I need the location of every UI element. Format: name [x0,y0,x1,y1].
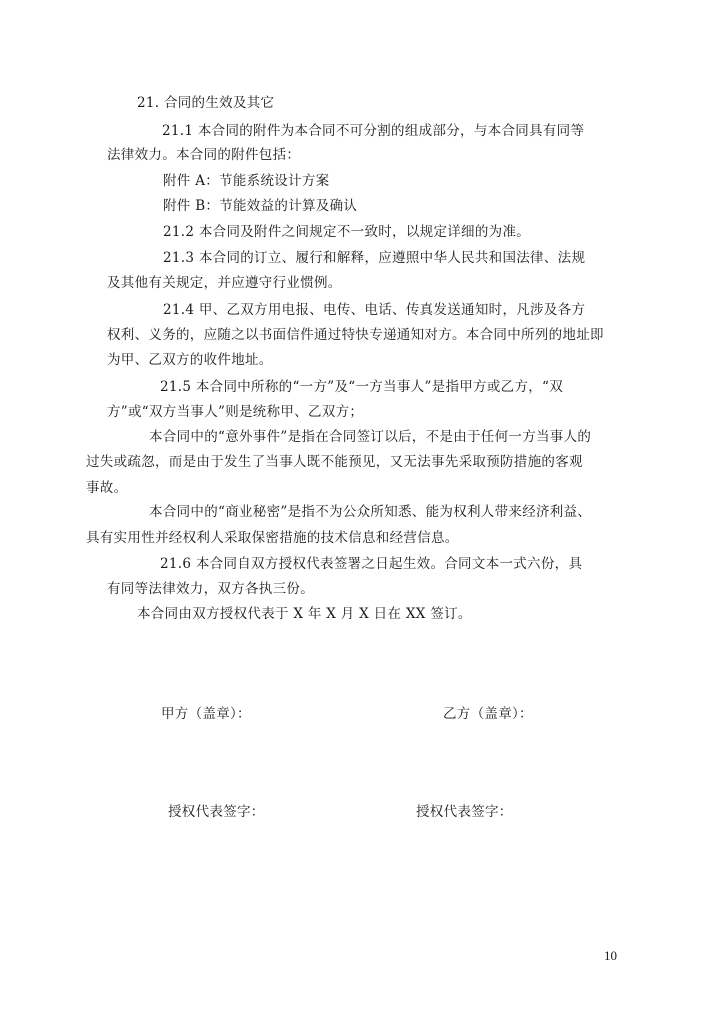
text-line: 方”或“双方当事人”则是统称甲、乙双方； [107,404,364,420]
text-line: 具有实用性并经权利人采取保密措施的技术信息和经营信息。 [86,530,459,546]
text-line: 事故。 [86,480,128,496]
text-line: 21.4 甲、乙双方用电报、电传、电话、传真发送通知时，凡涉及各方 [163,302,586,318]
text-line: 21.6 本合同自双方授权代表签署之日起生效。合同文本一式六份，具 [160,556,583,572]
text-line: 21.5 本合同中所称的“一方”及“一方当事人”是指甲方或乙方，“双 [160,379,564,395]
text-line: 本合同由双方授权代表于 X 年 X 月 X 日在 XX 签订。 [137,606,472,622]
text-line: 本合同中的“意外事件”是指在合同签订以后，不是由于任何一方当事人的 [149,429,592,445]
text-line: 21.1 本合同的附件为本合同不可分割的组成部分，与本合同具有同等 [162,123,585,139]
text-line: 过失或疏忽，而是由于发生了当事人既不能预见，又无法事先采取预防措施的客观 [86,454,583,470]
text-line: 附件 A：节能系统设计方案 [163,173,330,189]
text-line: 本合同中的“商业秘密”是指不为公众所知悉、能为权利人带来经济利益、 [149,504,592,520]
text-line: 权利、义务的，应随之以书面信件通过特快专递通知对方。本合同中所列的地址即 [107,327,604,343]
text-line: 21.3 本合同的订立、履行和解释，应遵照中华人民共和国法律、法规 [163,250,586,266]
party-b-rep-signature-label: 授权代表签字： [416,804,513,820]
text-line: 附件 B：节能效益的计算及确认 [163,198,358,214]
party-a-rep-signature-label: 授权代表签字： [168,804,265,820]
page-number: 10 [604,948,617,963]
text-line: 为甲、乙双方的收件地址。 [107,352,273,368]
text-line: 21. 合同的生效及其它 [137,95,275,111]
text-line: 及其他有关规定，并应遵守行业惯例。 [107,275,342,291]
party-a-seal-label: 甲方（盖章）： [161,706,251,722]
text-line: 21.2 本合同及附件之间规定不一致时，以规定详细的为准。 [163,224,531,240]
text-line: 有同等法律效力，双方各执三份。 [107,581,314,597]
text-line: 法律效力。本合同的附件包括： [107,147,301,163]
party-b-seal-label: 乙方（盖章）： [443,706,533,722]
